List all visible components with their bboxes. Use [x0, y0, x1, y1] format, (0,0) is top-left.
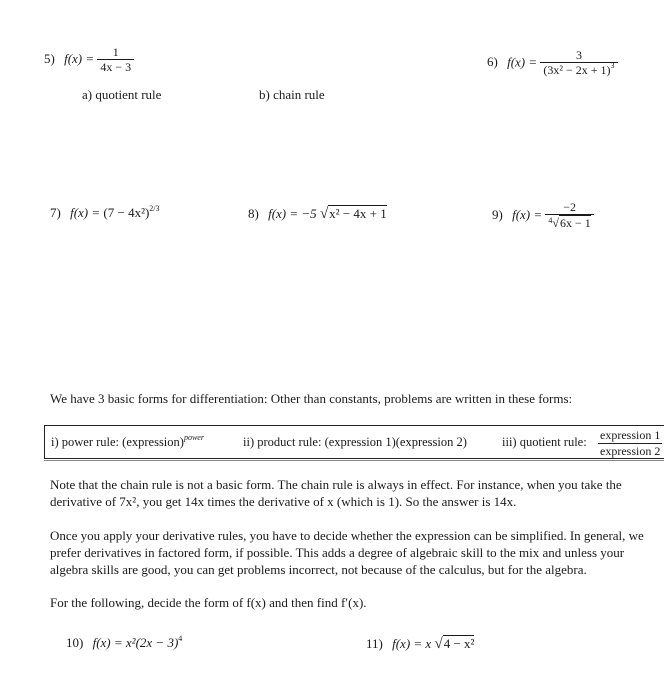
forms-box — [44, 425, 664, 459]
fraction — [545, 200, 593, 232]
denominator-base: (3x² − 2x + 1) — [543, 63, 611, 77]
base: (7 − 4x²) — [103, 205, 150, 220]
problem-number: 7) — [50, 205, 61, 220]
power-rule — [51, 435, 204, 450]
power-rule-label: i) power rule: (expression) — [51, 435, 184, 449]
problem-number: 11) — [366, 636, 383, 651]
denominator: 4x − 3 — [100, 60, 132, 74]
exponent: 3 — [610, 61, 615, 70]
numerator: −2 — [545, 200, 593, 215]
function-lhs: f(x) = — [507, 54, 538, 70]
chain-rule-note: Note that the chain rule is not a basic form. The chain rule is always in effect. For instance, when you take the derivative of 7x², you get 14x times the derivative of x (which is 1). So the answer is 14x. — [50, 477, 622, 509]
problem-number: 6) — [487, 54, 498, 70]
radical-sign-icon: √ — [319, 206, 329, 222]
function-lhs: f(x) = — [512, 206, 543, 222]
problem-number: 8) — [248, 206, 259, 221]
power-exponent: power — [183, 433, 204, 442]
expression: f(x) = x²(2x − 3) — [92, 635, 179, 650]
problem-number: 10) — [66, 635, 84, 650]
function-lhs: f(x) = x — [392, 636, 432, 651]
function-lhs: f(x) = — [70, 205, 101, 220]
problem-5-part-b: b) chain rule — [259, 87, 325, 102]
problem-5-part-a: a) quotient rule — [82, 87, 162, 102]
problem-10 — [66, 635, 182, 651]
exponent: 4 — [178, 634, 183, 643]
radical-sign-icon: √ — [434, 636, 443, 652]
fraction — [97, 45, 134, 75]
denominator — [545, 215, 593, 232]
radicand: x² − 4x + 1 — [329, 206, 387, 221]
problem-11 — [366, 635, 474, 653]
divider — [44, 460, 664, 461]
problem-6 — [487, 48, 618, 79]
quotient-denominator: expression 2 — [600, 444, 661, 458]
function-lhs: f(x) = — [64, 50, 95, 66]
numerator: 3 — [540, 48, 617, 63]
problem-number: 9) — [492, 206, 503, 222]
problem-8 — [248, 205, 387, 223]
quotient-rule: iii) quotient rule: — [502, 435, 587, 449]
instruction: For the following, decide the form of f(x) and then find f′(x). — [50, 595, 367, 610]
simplify-paragraph: Once you apply your derivative rules, you have to decide whether the expression can be simplified. In general, we prefer derivatives in factored form, if possible. This adds a degree of algebraic skill to the mix and unless your algebra skills are good, you can get problems incorrect, not because of the calculus, but for the algebra. — [50, 528, 644, 577]
fraction — [540, 48, 617, 79]
problem-5 — [44, 45, 134, 75]
radicand: 6x − 1 — [560, 216, 591, 230]
root-index: 4 — [548, 216, 553, 225]
numerator: 1 — [97, 45, 134, 60]
radical-sign-icon: √ — [552, 216, 559, 230]
product-rule: ii) product rule: (expression 1)(expression 2) — [243, 435, 467, 449]
radicand: 4 − x² — [443, 636, 475, 651]
problem-7 — [50, 205, 160, 221]
problem-9 — [492, 200, 594, 232]
function-lhs: f(x) = −5 — [268, 206, 317, 221]
exponent: 2/3 — [149, 204, 160, 213]
denominator — [540, 63, 617, 79]
forms-intro: We have 3 basic forms for differentiation: Other than constants, problems are written in these forms: — [50, 391, 573, 406]
quotient-fraction — [598, 428, 662, 459]
problem-number: 5) — [44, 50, 55, 66]
quotient-numerator: expression 1 — [600, 428, 661, 442]
